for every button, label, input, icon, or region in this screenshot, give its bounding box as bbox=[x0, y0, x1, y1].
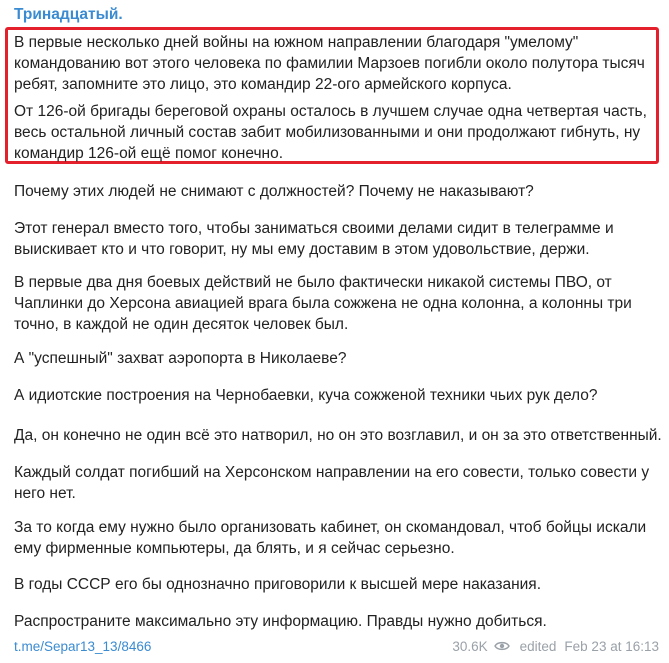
post-paragraph-2: От 126-ой бригады береговой охраны осталось в лучшем случае одна четвертая часть, весь остальной личный состав забит мобилизованными и они продолжают гибнуть, ну командир 126-ой ещё помог конечно. bbox=[14, 103, 647, 162]
channel-name[interactable]: Тринадцатый. bbox=[14, 6, 123, 23]
post-footer bbox=[14, 636, 659, 656]
post-paragraph-1: В первые несколько дней войны на южном направлении благодаря "умелому" командованию вот этого человека по фамилии Марзоев погибли около полутора тысяч ребят, запомните это лицо, это командир 22-ого армейского корпуса. bbox=[14, 34, 645, 93]
eye-icon bbox=[494, 640, 510, 652]
post-timestamp: Feb 23 at 16:13 bbox=[564, 638, 659, 654]
post-paragraph-8: Да, он конечно не один всё это натворил, но он это возглавил, и он за это ответственный. bbox=[14, 427, 662, 444]
post-paragraph-11: В годы СССР его бы однозначно приговорили к высшей мере наказания. bbox=[14, 576, 541, 593]
post-link[interactable]: t.me/Separ13_13/8466 bbox=[14, 638, 152, 654]
post-paragraph-9: Каждый солдат погибший на Херсонском направлении на его совести, только совести у него нет. bbox=[14, 464, 650, 502]
post-paragraph-6: А "успешный" захват аэропорта в Николаеве? bbox=[14, 350, 347, 367]
view-count: 30.6K bbox=[452, 638, 488, 654]
post-meta bbox=[452, 639, 659, 654]
post-paragraph-7: А идиотские построения на Чернобаевки, куча сожженой техники чьих рук дело? bbox=[14, 387, 598, 404]
post-paragraph-3: Почему этих людей не снимают с должностей? Почему не наказывают? bbox=[14, 183, 534, 200]
post-paragraph-4: Этот генерал вместо того, чтобы заниматься своими делами сидит в телеграмме и выискивает кто и что говорит, ну мы ему доставим в этом удовольствие, держи. bbox=[14, 220, 614, 258]
edited-label: edited bbox=[519, 638, 557, 654]
post-paragraph-12: Распространите максимально эту информацию. Правды нужно добиться. bbox=[14, 613, 547, 630]
post-paragraph-5: В первые два дня боевых действий не было фактически никакой системы ПВО, от Чаплинки до Херсона авиацией врага была сожжена не одна колонна, а колонны три точно, в каждой не один десяток человек был. bbox=[14, 274, 632, 333]
post-paragraph-10: За то когда ему нужно было организовать кабинет, он скомандовал, чтоб бойцы искали ему фирменные компьютеры, да блять, и я сейчас серьезно. bbox=[14, 519, 647, 557]
